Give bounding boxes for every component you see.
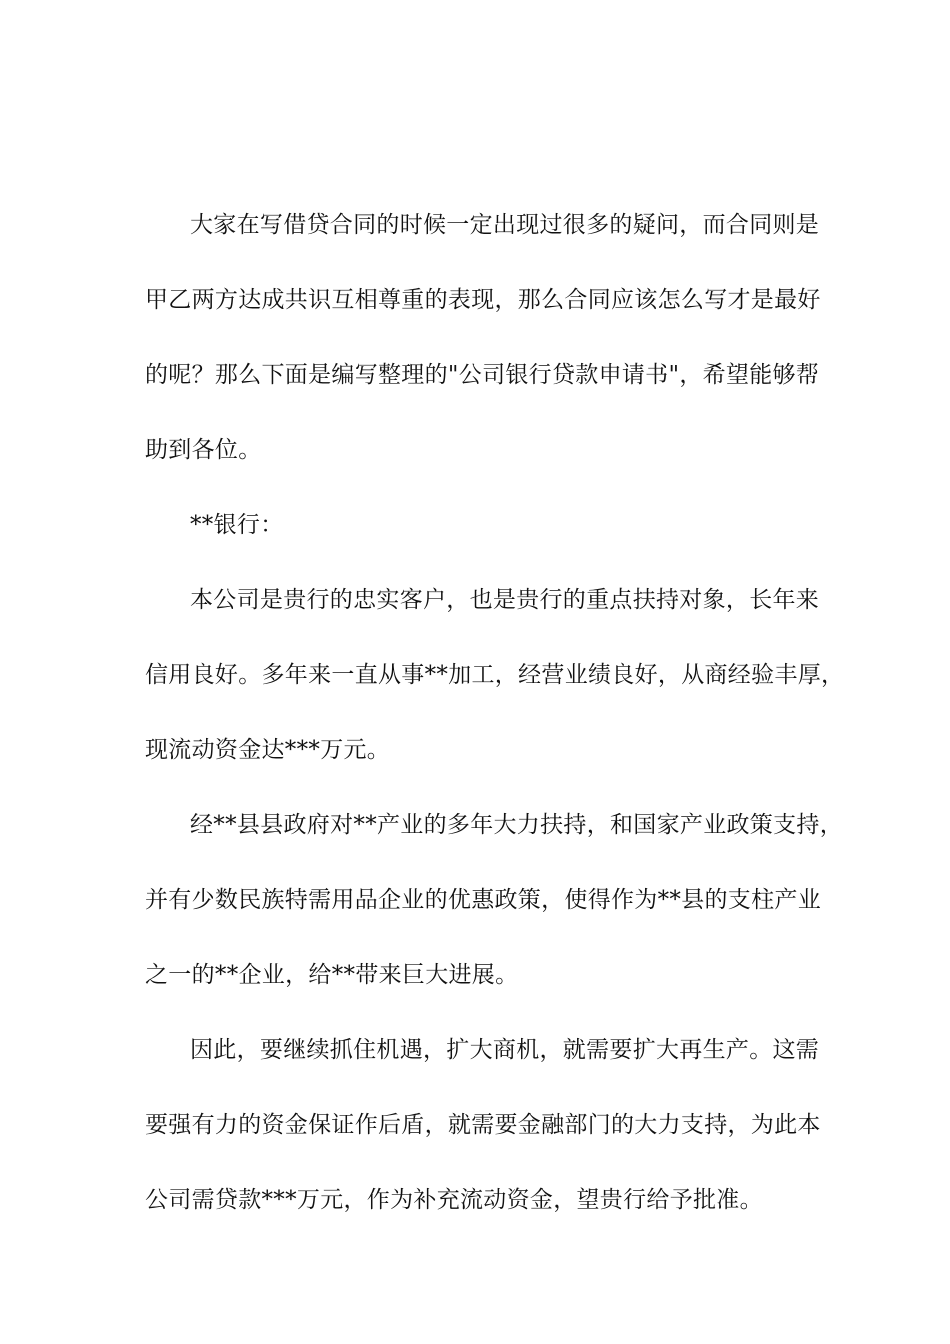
paragraph-intro-line-2: 甲乙两方达成共识互相尊重的表现，那么合同应该怎么写才是最好 — [145, 287, 821, 313]
paragraph-intro-line-1: 大家在写借贷合同的时候一定出现过很多的疑问，而合同则是 — [190, 212, 820, 238]
paragraph-intro-line-4: 助到各位。 — [145, 437, 262, 463]
paragraph-policy-line-1: 经**县县政府对**产业的多年大力扶持，和国家产业政策支持， — [190, 812, 843, 838]
paragraph-policy-line-3: 之一的**企业，给**带来巨大进展。 — [145, 962, 519, 988]
paragraph-company-line-1: 本公司是贵行的忠实客户，也是贵行的重点扶持对象，长年来 — [190, 587, 820, 613]
paragraph-company-line-3: 现流动资金达***万元。 — [145, 737, 391, 763]
salutation: **银行： — [190, 512, 284, 538]
paragraph-policy-line-2: 并有少数民族特需用品企业的优惠政策，使得作为**县的支柱产业 — [145, 887, 821, 913]
paragraph-request-line-2: 要强有力的资金保证作后盾，就需要金融部门的大力支持，为此本 — [145, 1112, 821, 1138]
paragraph-company-line-2: 信用良好。多年来一直从事**加工，经营业绩良好，从商经验丰厚， — [145, 662, 845, 688]
paragraph-intro-line-3: 的呢？那么下面是编写整理的"公司银行贷款申请书"，希望能够帮 — [145, 362, 820, 388]
paragraph-request-line-3: 公司需贷款***万元，作为补充流动资金，望贵行给予批准。 — [145, 1187, 763, 1213]
paragraph-request-line-1: 因此，要继续抓住机遇，扩大商机，就需要扩大再生产。这需 — [190, 1037, 820, 1063]
